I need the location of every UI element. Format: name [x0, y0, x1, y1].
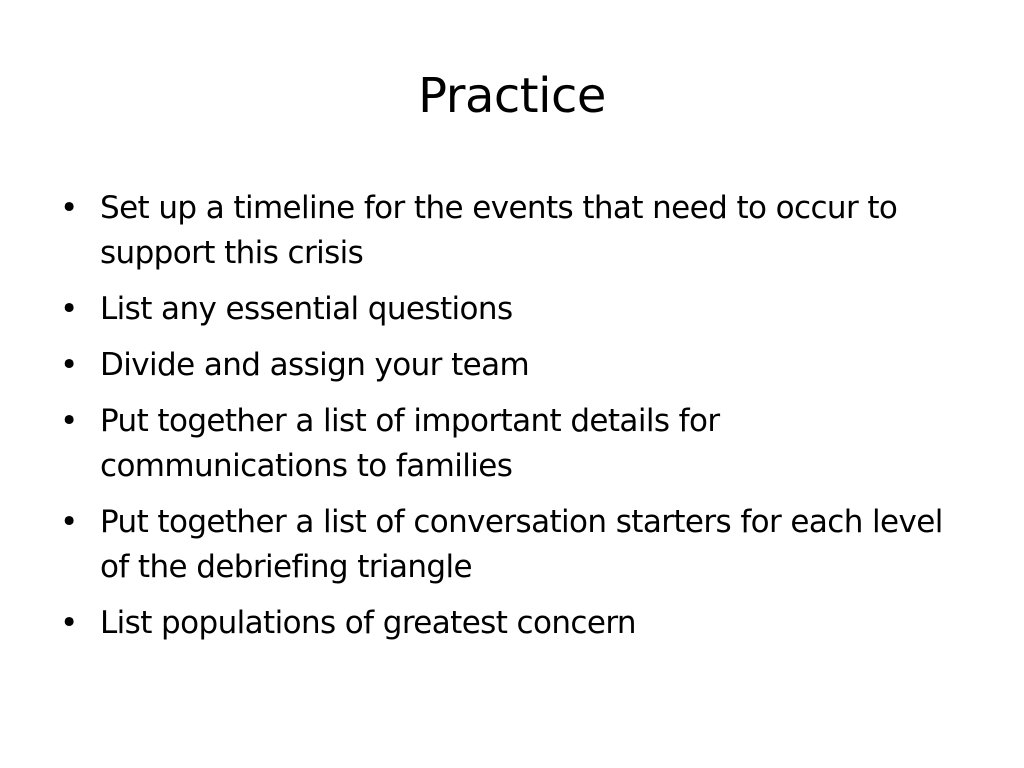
list-item — [60, 601, 960, 646]
bullet-icon: • — [60, 504, 78, 540]
list-item — [60, 399, 960, 489]
bullet-icon: • — [60, 605, 78, 641]
list-item — [60, 287, 960, 332]
bullet-text: List populations of greatest concern — [100, 605, 636, 641]
bullet-text: Put together a list of conversation starters for each level of the debriefing triangle — [100, 504, 943, 585]
bullet-text: Set up a timeline for the events that need to occur to support this crisis — [100, 190, 898, 271]
bullet-icon: • — [60, 291, 78, 327]
bullet-icon: • — [60, 403, 78, 439]
bullet-icon: • — [60, 190, 78, 226]
bullet-text: Put together a list of important details for communications to families — [100, 403, 720, 484]
slide-title: Practice — [418, 68, 606, 124]
list-item — [60, 186, 960, 276]
bullet-list — [60, 186, 960, 657]
bullet-icon: • — [60, 347, 78, 383]
bullet-text: List any essential questions — [100, 291, 513, 327]
bullet-text: Divide and assign your team — [100, 347, 530, 383]
list-item — [60, 343, 960, 388]
list-item — [60, 500, 960, 590]
